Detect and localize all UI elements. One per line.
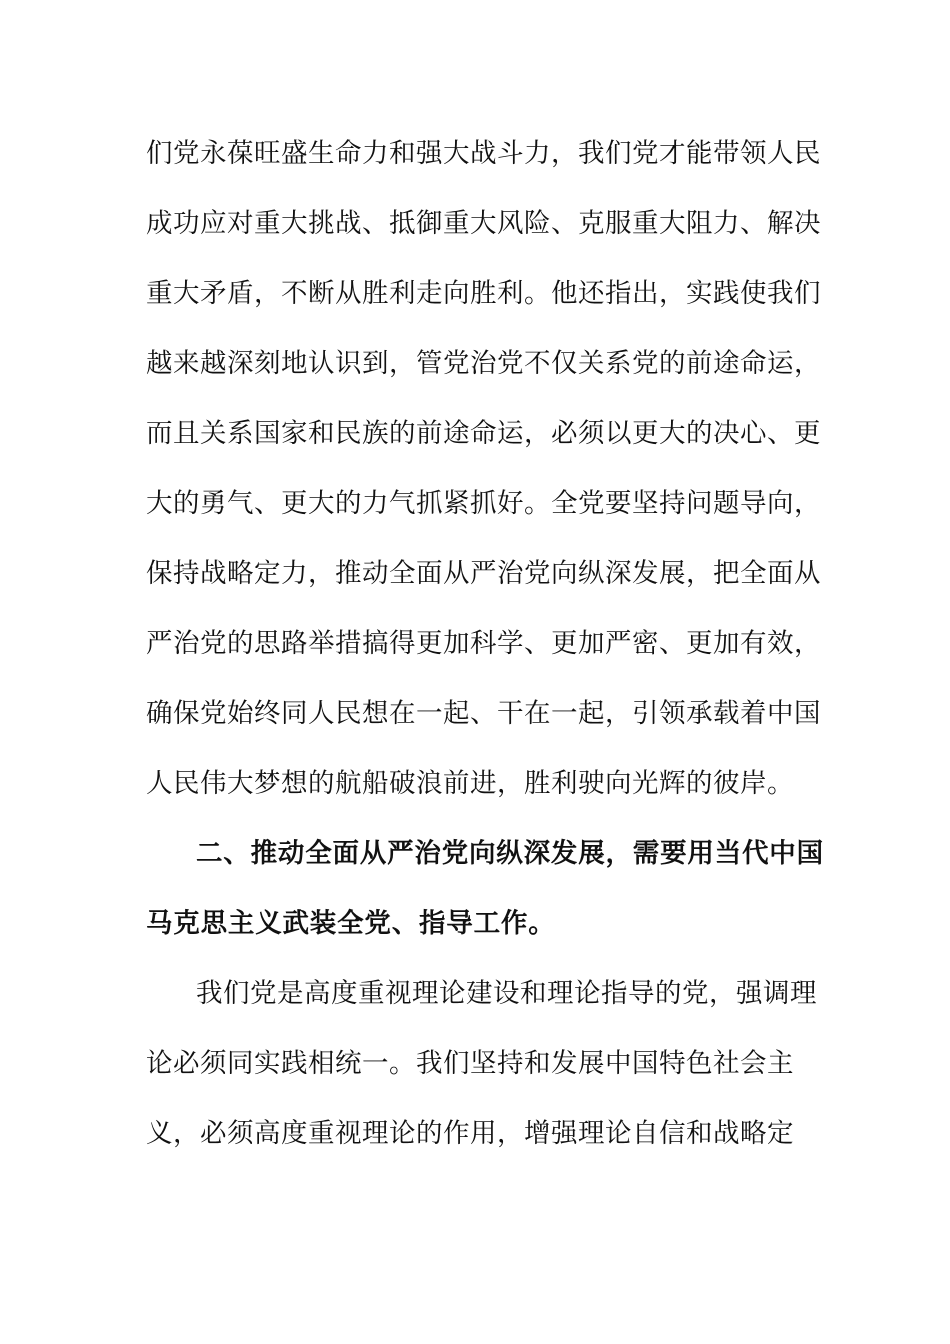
body-text-line: 大的勇气、更大的力气抓紧抓好。全党要坚持问题导向，	[146, 488, 821, 519]
body-text-line: 而且关系国家和民族的前途命运，必须以更大的决心、更	[146, 418, 821, 449]
body-text-line: 人民伟大梦想的航船破浪前进，胜利驶向光辉的彼岸。	[146, 768, 794, 799]
section-heading-line: 二、推动全面从严治党向纵深发展，需要用当代中国	[196, 838, 824, 869]
body-text-line: 成功应对重大挑战、抵御重大风险、克服重大阻力、解决	[146, 208, 821, 239]
body-text-line: 严治党的思路举措搞得更加科学、更加严密、更加有效，	[146, 628, 821, 659]
body-text-line: 我们党是高度重视理论建设和理论指导的党，强调理	[196, 978, 817, 1009]
body-text-line: 重大矛盾，不断从胜利走向胜利。他还指出，实践使我们	[146, 278, 821, 309]
body-text-line: 们党永葆旺盛生命力和强大战斗力，我们党才能带领人民	[146, 138, 821, 169]
body-text-line: 越来越深刻地认识到，管党治党不仅关系党的前途命运，	[146, 348, 821, 379]
section-heading-line: 马克思主义武装全党、指导工作。	[146, 908, 556, 939]
body-text-line: 确保党始终同人民想在一起、干在一起，引领承载着中国	[146, 698, 821, 729]
body-text-line: 保持战略定力，推动全面从严治党向纵深发展，把全面从	[146, 558, 821, 589]
body-text-line: 论必须同实践相统一。我们坚持和发展中国特色社会主	[146, 1048, 794, 1079]
body-text-line: 义，必须高度重视理论的作用，增强理论自信和战略定	[146, 1118, 794, 1149]
